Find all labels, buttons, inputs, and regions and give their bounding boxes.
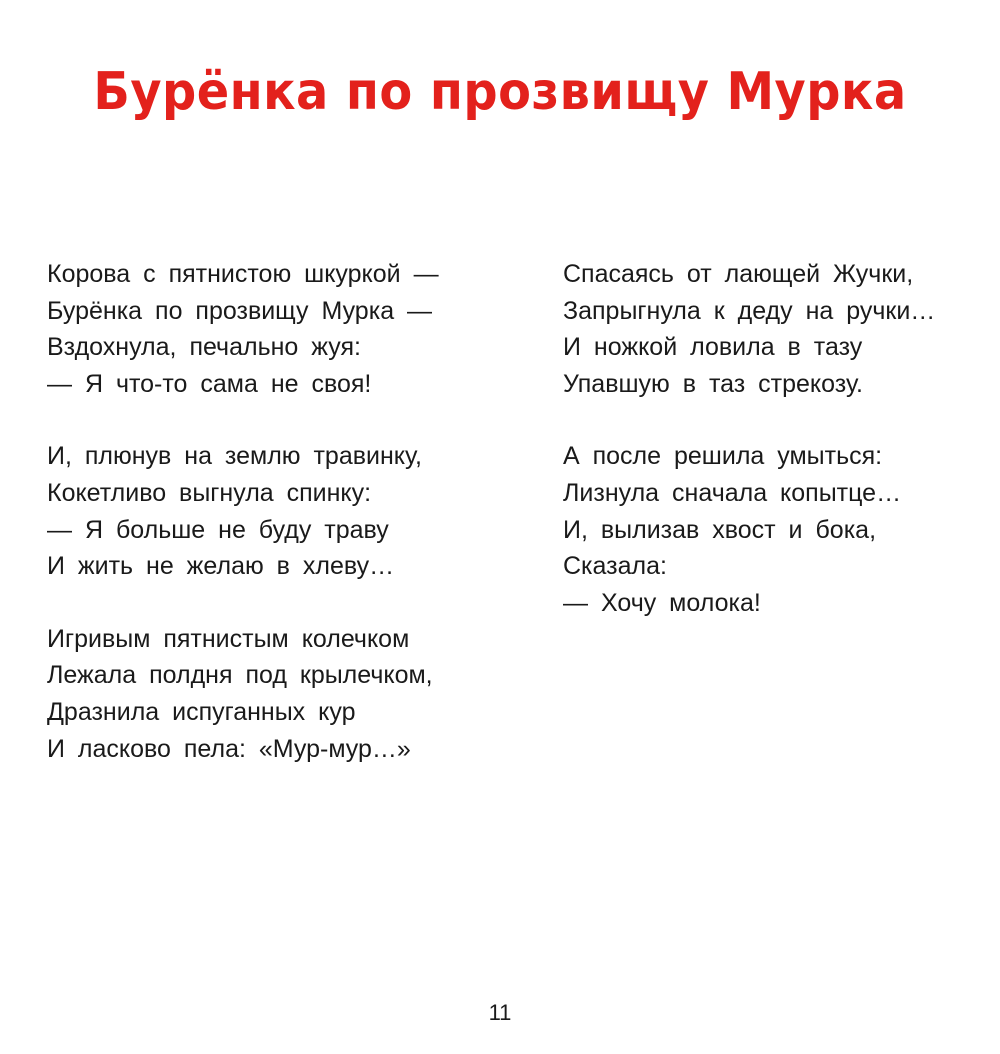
stanza (47, 438, 517, 584)
poem-line: И ласково пела: «Мур-мур…» (47, 734, 411, 763)
poem-line: Запрыгнула к деду на ручки… (563, 296, 936, 325)
poem-line: Спасаясь от лающей Жучки, (563, 260, 914, 288)
poem-line: И жить не желаю в хлеву… (47, 552, 395, 581)
poem-line: Корова с пятнистою шкуркой — (47, 260, 439, 288)
poem-line: Лежала полдня под крылечком, (47, 661, 433, 690)
poem-line: Упавшую в таз стрекозу. (563, 369, 863, 398)
poem-line: Кокетливо выгнула спинку: (47, 478, 372, 507)
poem-line: А после решила умыться: (563, 442, 883, 471)
poem-line: И, плюнув на землю травинку, (47, 442, 422, 471)
poem-column-right (563, 256, 983, 657)
poem-line: И ножкой ловила в тазу (563, 333, 863, 362)
poem-line: Дразнила испуганных кур (47, 697, 356, 726)
stanza (563, 256, 983, 402)
stanza (47, 621, 517, 767)
poem-line: Лизнула сначала копытце… (563, 478, 902, 507)
poem-line: — Я что-то сама не своя! (47, 369, 372, 398)
stanza (47, 256, 517, 402)
poem-line: Сказала: (563, 552, 667, 581)
poem-line: Бурёнка по прозвищу Мурка — (47, 296, 433, 325)
stanza (563, 438, 983, 621)
poem-line: — Я больше не буду траву (47, 515, 389, 544)
poem-line: — Хочу молока! (563, 588, 761, 617)
poem-column-left (47, 256, 517, 803)
page-title: Бурёнка по прозвищу Мурка (93, 62, 907, 122)
poem-line: Вздохнула, печально жуя: (47, 333, 361, 362)
poem-line: Игривым пятнистым колечком (47, 624, 410, 653)
poem-line: И, вылизав хвост и бока, (563, 515, 877, 544)
page-number: 11 (488, 1000, 512, 1025)
